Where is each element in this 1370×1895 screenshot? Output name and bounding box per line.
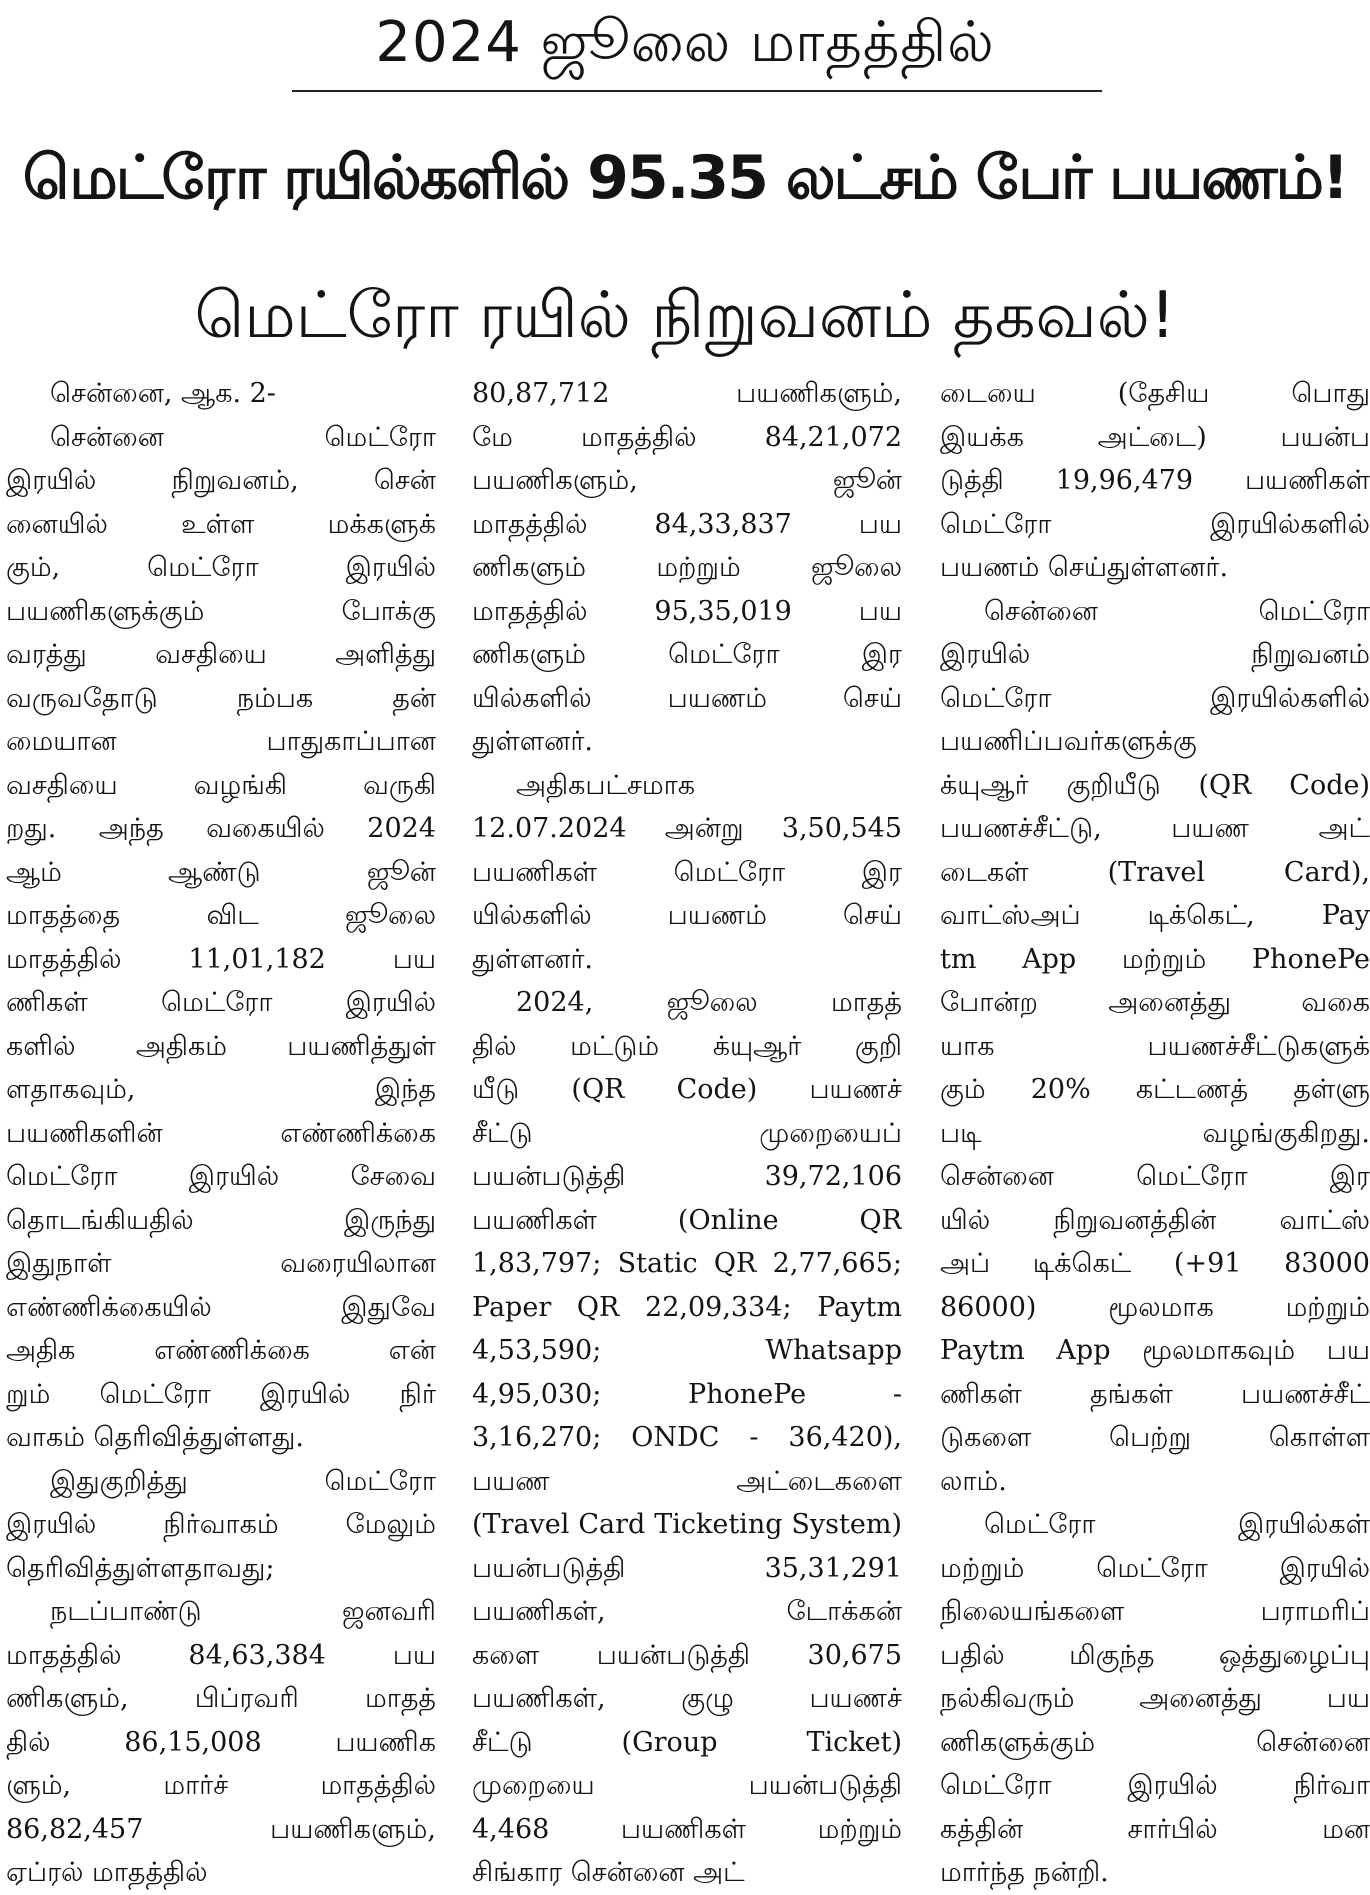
body-text-line: 2024, ஜூலை மாதத் (516, 987, 902, 1018)
body-text-line: யில் நிறுவனத்தின் வாட்ஸ் (940, 1204, 1370, 1236)
body-text-line: பயன்படுத்தி 39,72,106 (472, 1161, 902, 1192)
article-subhead: மெட்ரோ ரயில் நிறுவனம் தகவல்! (194, 279, 1176, 353)
body-text-line: சிங்கார சென்னை அட் (472, 1857, 745, 1888)
body-text-line: பயணிகள், குழு பயணச் (472, 1683, 902, 1714)
body-text-line: ளதாகவும், இந்த (6, 1074, 436, 1105)
body-text-line: பயணிகள் மெட்ரோ இர (472, 856, 902, 888)
body-text-line: களை பயன்படுத்தி 30,675 (472, 1639, 902, 1671)
body-text-line: தில் மட்டும் க்யுஆர் குறி (472, 1030, 902, 1062)
body-text-line: யாக பயணச்சீட்டுகளுக் (940, 1030, 1370, 1062)
body-text-line: ணிகளும், பிப்ரவரி மாதத் (6, 1683, 436, 1714)
body-text-line: றது. அந்த வகையில் 2024 (6, 813, 436, 844)
body-text-line: (Travel Card Ticketing System) (472, 1509, 902, 1540)
body-text-line: பயணிகள் (Online QR (472, 1204, 902, 1236)
body-text-line: யில்களில் பயணம் செய் (472, 900, 902, 931)
body-text-line: வருவதோடு நம்பக தன் (6, 682, 436, 714)
body-text-line: 3,16,270; ONDC - 36,420), (472, 1422, 902, 1453)
body-text-line: மாதத்தை விட ஜூலை (6, 900, 436, 931)
article-kicker: 2024 ஜூலை மாதத்தில் (375, 10, 995, 75)
body-text-line: தில் 86,15,008 பயணிக (6, 1726, 436, 1758)
body-text-line: நடப்பாண்டு ஜனவரி (50, 1596, 436, 1627)
body-text-line: பதில் மிகுந்த ஒத்துழைப்பு (940, 1639, 1370, 1671)
article-headline: மெட்ரோ ரயில்களில் 95.35 லட்சம் பேர் பயணம்! (22, 143, 1348, 213)
body-text-line: ஆம் ஆண்டு ஜூன் (6, 856, 436, 888)
body-text-line: மாதத்தில் 84,33,837 பய (472, 508, 902, 540)
body-text-line: முறையை பயன்படுத்தி (472, 1770, 902, 1801)
body-text-line: வசதியை வழங்கி வருகி (6, 769, 436, 801)
body-text-line: 4,468 பயணிகள் மற்றும் (472, 1813, 902, 1845)
body-text-line: Paytm App மூலமாகவும் பய (940, 1335, 1370, 1366)
body-text-line: இரயில் நிறுவனம், சென் (6, 465, 436, 496)
body-text-line: மையான பாதுகாப்பான (6, 726, 436, 757)
body-text-line: துள்ளனர். (472, 943, 594, 975)
body-text-line: Paper QR 22,09,334; Paytm (472, 1291, 902, 1323)
body-text-line: னையில் உள்ள மக்களுக் (6, 508, 436, 540)
body-text-line: ணிகள் மெட்ரோ இரயில் (6, 987, 436, 1018)
body-text-line: பயணிகளின் எண்ணிக்கை (6, 1117, 436, 1149)
body-text-line: தொடங்கியதில் இருந்து (6, 1204, 436, 1236)
body-text-line: படி வழங்குகிறது. (940, 1117, 1370, 1149)
body-text-line: யீடு (QR Code) பயணச் (472, 1074, 902, 1105)
body-text-line: மெட்ரோ இரயில்களில் (940, 682, 1370, 714)
body-text-line: பயணிகளும், ஜூன் (472, 465, 902, 496)
body-text-line: 4,95,030; PhonePe - (472, 1378, 902, 1410)
body-text-line: இரயில் நிறுவனம் (940, 639, 1370, 670)
body-text-line: மாதத்தில் 84,63,384 பய (6, 1639, 436, 1671)
body-text-line: மெட்ரோ இரயில்கள் (984, 1509, 1370, 1540)
body-text-line: போன்ற அனைத்து வகை (940, 987, 1370, 1018)
body-text-line: லாம். (940, 1465, 1007, 1497)
body-text-line: றும் மெட்ரோ இரயில் நிர் (6, 1378, 436, 1410)
body-text-line: tm App மற்றும் PhonePe (940, 943, 1370, 975)
body-text-line: கத்தின் சார்பில் மன (940, 1813, 1370, 1845)
body-text-line: அதிக எண்ணிக்கை என் (6, 1335, 436, 1366)
kicker-divider (292, 90, 1102, 92)
body-text-line: க்யுஆர் குறியீடு (QR Code) (940, 769, 1370, 801)
body-text-line: அதிகபட்சமாக (516, 769, 696, 801)
body-text-line: மாதத்தில் 95,35,019 பய (472, 595, 902, 627)
body-text-line: சீட்டு (Group Ticket) (472, 1726, 902, 1758)
body-text-line: நிலையங்களை பராமரிப் (940, 1596, 1370, 1627)
body-text-line: டுகளை பெற்று கொள்ள (940, 1422, 1370, 1453)
body-text-line: மெட்ரோ இரயில் நிர்வா (940, 1770, 1370, 1801)
body-text-line: பயணிப்பவர்களுக்கு (940, 726, 1197, 757)
body-text-line: 1,83,797; Static QR 2,77,665; (472, 1248, 902, 1279)
body-text-line: யில்களில் பயணம் செய் (472, 682, 902, 714)
body-text-line: மே மாதத்தில் 84,21,072 (472, 421, 902, 453)
body-text-line: ஏப்ரல் மாதத்தில் (6, 1857, 208, 1888)
body-text-line: மெட்ரோ இரயில்களில் (940, 508, 1370, 540)
body-text-line: இரயில் நிர்வாகம் மேலும் (6, 1509, 436, 1540)
body-text-line: இதுகுறித்து மெட்ரோ (50, 1465, 436, 1497)
body-text-line: 86000) மூலமாக மற்றும் (940, 1291, 1370, 1323)
body-text-line: ணிகள் தங்கள் பயணச்சீட் (940, 1378, 1370, 1410)
body-text-line: நல்கிவரும் அனைத்து பய (940, 1683, 1370, 1714)
body-text-line: வரத்து வசதியை அளித்து (6, 639, 436, 670)
body-text-line: களில் அதிகம் பயணித்துள் (6, 1030, 436, 1062)
body-text-line: இதுநாள் வரையிலான (6, 1248, 436, 1279)
body-text-line: டுத்தி 19,96,479 பயணிகள் (940, 465, 1370, 496)
body-text-line: பயண அட்டைகளை (472, 1465, 902, 1497)
body-column-1 (6, 372, 436, 1895)
body-text-line: மார்ந்த நன்றி. (940, 1857, 1109, 1888)
body-text-line: வாகம் தெரிவித்துள்ளது. (6, 1422, 305, 1453)
body-text-line: பயணிகளுக்கும் போக்கு (6, 595, 436, 627)
body-text-line: பயணச்சீட்டு, பயண அட் (940, 813, 1370, 844)
body-text-line: மெட்ரோ இரயில் சேவை (6, 1161, 436, 1192)
body-text-line: சென்னை மெட்ரோ (984, 595, 1370, 627)
body-text-line: ணிகளுக்கும் சென்னை (940, 1726, 1370, 1758)
body-text-line: எண்ணிக்கையில் இதுவே (6, 1291, 436, 1323)
body-text-line: சீட்டு முறையைப் (472, 1117, 902, 1149)
body-text-line: சென்னை மெட்ரோ (50, 421, 436, 453)
body-text-line: கும் 20% கட்டணத் தள்ளு (940, 1074, 1370, 1105)
body-text-line: ளும், மார்ச் மாதத்தில் (6, 1770, 436, 1801)
body-column-2 (472, 372, 902, 1895)
body-text-line: 86,82,457 பயணிகளும், (6, 1813, 436, 1845)
body-text-line: டையை (தேசிய பொது (940, 378, 1370, 409)
body-text-line: 4,53,590; Whatsapp (472, 1335, 902, 1366)
body-text-line: மாதத்தில் 11,01,182 பய (6, 943, 436, 975)
body-column-3 (940, 372, 1370, 1895)
body-text-line: வாட்ஸ்அப் டிக்கெட், Pay (940, 900, 1370, 931)
body-text-line: மற்றும் மெட்ரோ இரயில் (940, 1552, 1370, 1584)
body-text-line: பயணிகள், டோக்கன் (472, 1596, 902, 1627)
body-text-line: துள்ளனர். (472, 726, 594, 757)
body-text-line: ணிகளும் மற்றும் ஜூலை (472, 552, 902, 583)
body-text-line: சென்னை மெட்ரோ இர (940, 1161, 1370, 1192)
body-text-line: இயக்க அட்டை) பயன்ப (940, 421, 1370, 453)
body-text-line: தெரிவித்துள்ளதாவது; (6, 1552, 275, 1584)
body-text-line: கும், மெட்ரோ இரயில் (6, 552, 436, 583)
body-text-line: 80,87,712 பயணிகளும், (472, 378, 902, 409)
body-text-line: அப் டிக்கெட் (+91 83000 (940, 1248, 1370, 1279)
body-text-line: பயணம் செய்துள்ளனர். (940, 552, 1229, 583)
body-text-line: 12.07.2024 அன்று 3,50,545 (472, 813, 902, 844)
body-text-line: ணிகளும் மெட்ரோ இர (472, 639, 902, 670)
body-text-line: பயன்படுத்தி 35,31,291 (472, 1552, 902, 1584)
body-text-line: சென்னை, ஆக. 2- (50, 378, 276, 409)
body-text-line: டைகள் (Travel Card), (940, 856, 1370, 888)
